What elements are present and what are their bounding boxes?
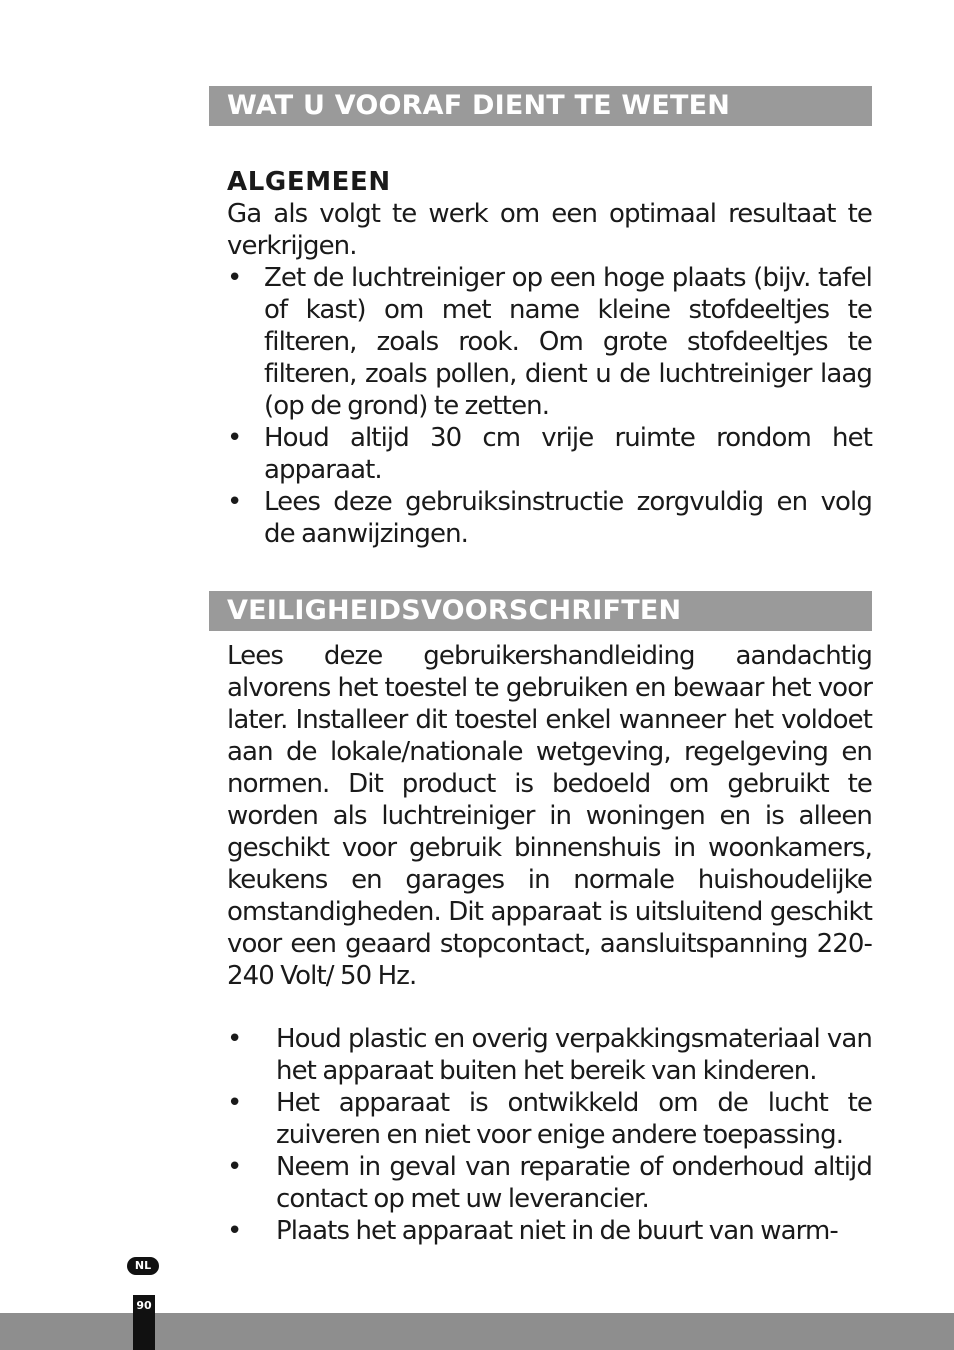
section1-content — [227, 166, 872, 550]
list-item-text: Houd plastic en overig verpakkingsmateriaal van het apparaat buiten het bereik van kinderen. — [276, 1024, 872, 1086]
bullet-icon: • — [227, 1152, 242, 1182]
list-item-text: Lees deze gebruiksinstructie zorgvuldig en volg de aanwijzingen. — [264, 487, 872, 549]
list-item — [227, 1087, 872, 1151]
list-item — [227, 262, 872, 422]
section-title-veiligheidsvoorschriften: VEILIGHEIDSVOORSCHRIFTEN — [209, 591, 872, 631]
section2-bullet-list — [227, 1023, 872, 1247]
safety-paragraph: Lees deze gebruikershandleiding aandachtig alvorens het toestel te gebruiken en bewaar het voor later. Installeer dit toestel enkel wanneer het voldoet aan de lokale/nationale wetgeving, regelgeving en normen. Dit product is bedoeld om gebruikt te worden als luchtreiniger in woningen en is alleen geschikt voor gebruik binnenshuis in woonkamers, keukens en garages in normale huishoudelijke omstandigheden. Dit apparaat is uitsluitend geschikt voor een geaard stopcontact, aansluitspanning 220-240 Volt/ 50 Hz. — [227, 641, 872, 991]
page-number-tab — [133, 1295, 155, 1350]
list-item-text: Zet de luchtreiniger op een hoge plaats (bijv. tafel of kast) om met name kleine stofdeeltjes te filteren, zoals rook. Om grote stofdeeltjes te filteren, zoals pollen, dient u de luchtreiniger laag (op de grond) te zetten. — [264, 263, 872, 421]
bullet-icon: • — [227, 487, 242, 517]
list-item-text: Het apparaat is ontwikkeld om de lucht te zuiveren en niet voor enige andere toepassing. — [276, 1088, 872, 1150]
list-item — [227, 1215, 872, 1247]
bullet-icon: • — [227, 1216, 242, 1246]
list-item — [227, 1023, 872, 1087]
bullet-icon: • — [227, 1024, 242, 1054]
list-item — [227, 422, 872, 486]
intro-paragraph: Ga als volgt te werk om een optimaal resultaat te verkrijgen. — [227, 199, 872, 261]
bullet-icon: • — [227, 1088, 242, 1118]
list-item-text: Houd altijd 30 cm vrije ruimte rondom het apparaat. — [264, 423, 872, 485]
bullet-icon: • — [227, 423, 242, 453]
list-item-text: Plaats het apparaat niet in de buurt van warm- — [276, 1216, 838, 1246]
section2-content — [227, 1023, 872, 1247]
list-item-text: Neem in geval van reparatie of onderhoud altijd contact op met uw leverancier. — [276, 1152, 872, 1214]
section1-bullet-list — [227, 262, 872, 550]
list-item — [227, 1151, 872, 1215]
section-title-wat-u-vooraf: WAT U VOORAF DIENT TE WETEN — [209, 86, 872, 126]
subheading-algemeen: ALGEMEEN — [227, 167, 391, 197]
bullet-icon: • — [227, 263, 242, 293]
language-badge: NL — [127, 1257, 159, 1275]
list-item — [227, 486, 872, 550]
page-number: 90 — [136, 1299, 152, 1312]
